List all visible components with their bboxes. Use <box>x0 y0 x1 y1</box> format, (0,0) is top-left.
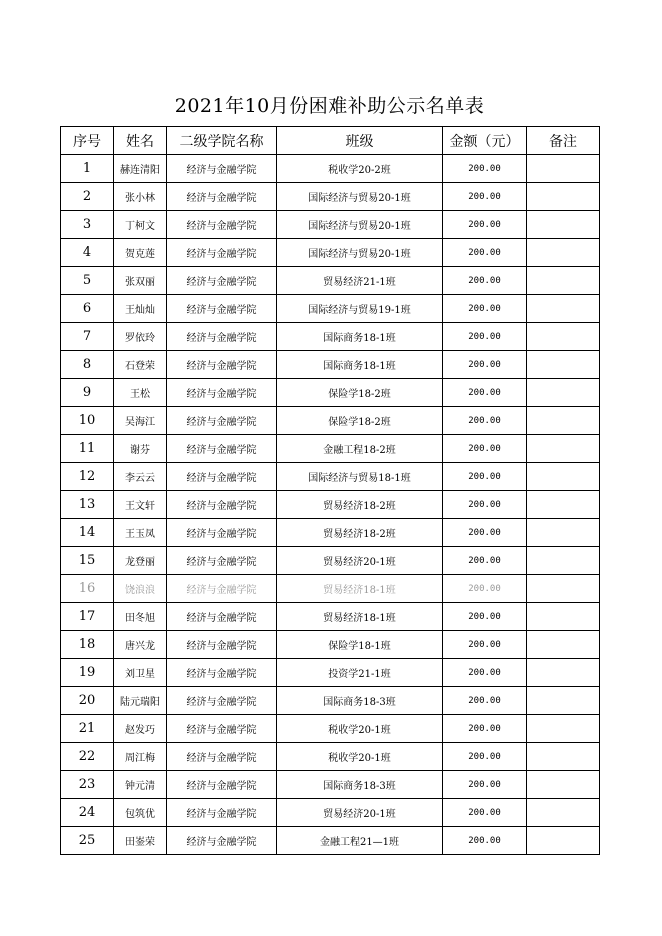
cell-name: 田崟荣 <box>114 827 167 855</box>
cell-name: 赫连清阳 <box>114 155 167 183</box>
cell-no: 23 <box>61 771 114 799</box>
cell-note <box>527 799 600 827</box>
cell-college: 经济与金融学院 <box>167 575 277 603</box>
table-row <box>61 659 600 687</box>
cell-college: 经济与金融学院 <box>167 379 277 407</box>
cell-name: 王文轩 <box>114 491 167 519</box>
cell-amount: 200.00 <box>443 715 527 743</box>
cell-no: 13 <box>61 491 114 519</box>
col-header-class: 班级 <box>277 127 443 155</box>
table-row <box>61 407 600 435</box>
cell-college: 经济与金融学院 <box>167 211 277 239</box>
cell-college: 经济与金融学院 <box>167 295 277 323</box>
cell-name: 丁柯文 <box>114 211 167 239</box>
table-row <box>61 631 600 659</box>
cell-amount: 200.00 <box>443 743 527 771</box>
cell-no: 8 <box>61 351 114 379</box>
table-row <box>61 491 600 519</box>
cell-class: 国际经济与贸易20-1班 <box>277 239 443 267</box>
table-row <box>61 211 600 239</box>
cell-note <box>527 827 600 855</box>
cell-amount: 200.00 <box>443 519 527 547</box>
cell-no: 12 <box>61 463 114 491</box>
table-row <box>61 239 600 267</box>
cell-class: 保险学18-2班 <box>277 379 443 407</box>
cell-college: 经济与金融学院 <box>167 799 277 827</box>
cell-no: 25 <box>61 827 114 855</box>
col-header-note: 备注 <box>527 127 600 155</box>
cell-college: 经济与金融学院 <box>167 659 277 687</box>
cell-note <box>527 603 600 631</box>
cell-note <box>527 435 600 463</box>
cell-amount: 200.00 <box>443 575 527 603</box>
cell-note <box>527 211 600 239</box>
cell-class: 国际商务18-3班 <box>277 687 443 715</box>
cell-college: 经济与金融学院 <box>167 463 277 491</box>
cell-no: 5 <box>61 267 114 295</box>
cell-amount: 200.00 <box>443 379 527 407</box>
cell-no: 22 <box>61 743 114 771</box>
cell-college: 经济与金融学院 <box>167 631 277 659</box>
cell-no: 1 <box>61 155 114 183</box>
cell-college: 经济与金融学院 <box>167 827 277 855</box>
cell-note <box>527 239 600 267</box>
cell-no: 4 <box>61 239 114 267</box>
cell-no: 9 <box>61 379 114 407</box>
cell-name: 龙登丽 <box>114 547 167 575</box>
cell-class: 国际经济与贸易20-1班 <box>277 183 443 211</box>
cell-class: 投资学21-1班 <box>277 659 443 687</box>
cell-name: 田冬旭 <box>114 603 167 631</box>
cell-name: 王松 <box>114 379 167 407</box>
table-row <box>61 687 600 715</box>
cell-college: 经济与金融学院 <box>167 435 277 463</box>
cell-no: 18 <box>61 631 114 659</box>
cell-class: 金融工程21—1班 <box>277 827 443 855</box>
cell-name: 张双丽 <box>114 267 167 295</box>
cell-no: 2 <box>61 183 114 211</box>
cell-amount: 200.00 <box>443 155 527 183</box>
cell-note <box>527 743 600 771</box>
cell-note <box>527 351 600 379</box>
cell-note <box>527 687 600 715</box>
cell-no: 6 <box>61 295 114 323</box>
cell-note <box>527 519 600 547</box>
cell-class: 贸易经济18-1班 <box>277 603 443 631</box>
cell-amount: 200.00 <box>443 491 527 519</box>
cell-no: 15 <box>61 547 114 575</box>
table-row <box>61 379 600 407</box>
cell-no: 16 <box>61 575 114 603</box>
cell-college: 经济与金融学院 <box>167 547 277 575</box>
cell-college: 经济与金融学院 <box>167 715 277 743</box>
cell-class: 税收学20-1班 <box>277 743 443 771</box>
cell-amount: 200.00 <box>443 547 527 575</box>
table-row <box>61 351 600 379</box>
cell-class: 国际商务18-1班 <box>277 323 443 351</box>
cell-class: 税收学20-2班 <box>277 155 443 183</box>
cell-class: 税收学20-1班 <box>277 715 443 743</box>
table-row <box>61 323 600 351</box>
cell-amount: 200.00 <box>443 659 527 687</box>
page-title: 2021年10月份困难补助公示名单表 <box>174 95 485 117</box>
cell-no: 14 <box>61 519 114 547</box>
table-row <box>61 547 600 575</box>
cell-class: 贸易经济20-1班 <box>277 799 443 827</box>
cell-note <box>527 379 600 407</box>
cell-amount: 200.00 <box>443 603 527 631</box>
cell-class: 保险学18-1班 <box>277 631 443 659</box>
cell-no: 24 <box>61 799 114 827</box>
col-header-name: 姓名 <box>114 127 167 155</box>
cell-class: 金融工程18-2班 <box>277 435 443 463</box>
cell-note <box>527 547 600 575</box>
cell-amount: 200.00 <box>443 771 527 799</box>
col-header-amount: 金额（元） <box>443 127 527 155</box>
cell-no: 17 <box>61 603 114 631</box>
table-row <box>61 519 600 547</box>
cell-college: 经济与金融学院 <box>167 743 277 771</box>
cell-name: 谢芬 <box>114 435 167 463</box>
table-row <box>61 743 600 771</box>
cell-name: 石登荣 <box>114 351 167 379</box>
cell-amount: 200.00 <box>443 799 527 827</box>
cell-college: 经济与金融学院 <box>167 407 277 435</box>
cell-name: 陆元瑞阳 <box>114 687 167 715</box>
cell-college: 经济与金融学院 <box>167 771 277 799</box>
cell-no: 7 <box>61 323 114 351</box>
cell-amount: 200.00 <box>443 631 527 659</box>
cell-class: 国际经济与贸易19-1班 <box>277 295 443 323</box>
cell-college: 经济与金融学院 <box>167 155 277 183</box>
cell-amount: 200.00 <box>443 267 527 295</box>
table-row <box>61 827 600 855</box>
cell-college: 经济与金融学院 <box>167 351 277 379</box>
cell-no: 3 <box>61 211 114 239</box>
cell-college: 经济与金融学院 <box>167 239 277 267</box>
table-row <box>61 435 600 463</box>
cell-class: 国际商务18-3班 <box>277 771 443 799</box>
cell-note <box>527 575 600 603</box>
cell-college: 经济与金融学院 <box>167 519 277 547</box>
cell-note <box>527 183 600 211</box>
cell-note <box>527 631 600 659</box>
table-row <box>61 267 600 295</box>
cell-name: 李云云 <box>114 463 167 491</box>
cell-amount: 200.00 <box>443 239 527 267</box>
cell-college: 经济与金融学院 <box>167 323 277 351</box>
table-row <box>61 155 600 183</box>
cell-college: 经济与金融学院 <box>167 267 277 295</box>
table-row <box>61 799 600 827</box>
cell-amount: 200.00 <box>443 295 527 323</box>
cell-note <box>527 323 600 351</box>
cell-name: 王玉凤 <box>114 519 167 547</box>
cell-college: 经济与金融学院 <box>167 183 277 211</box>
cell-no: 10 <box>61 407 114 435</box>
table-row <box>61 715 600 743</box>
table-row <box>61 771 600 799</box>
table-body <box>61 155 600 855</box>
cell-college: 经济与金融学院 <box>167 603 277 631</box>
cell-class: 贸易经济20-1班 <box>277 547 443 575</box>
cell-name: 吴海江 <box>114 407 167 435</box>
cell-class: 贸易经济18-2班 <box>277 519 443 547</box>
table-row <box>61 575 600 603</box>
cell-note <box>527 463 600 491</box>
table-row <box>61 463 600 491</box>
cell-note <box>527 407 600 435</box>
col-header-no: 序号 <box>61 127 114 155</box>
cell-amount: 200.00 <box>443 351 527 379</box>
cell-class: 贸易经济18-1班 <box>277 575 443 603</box>
cell-note <box>527 771 600 799</box>
cell-name: 钟元清 <box>114 771 167 799</box>
cell-class: 国际经济与贸易18-1班 <box>277 463 443 491</box>
cell-no: 11 <box>61 435 114 463</box>
cell-class: 贸易经济18-2班 <box>277 491 443 519</box>
cell-class: 保险学18-2班 <box>277 407 443 435</box>
cell-amount: 200.00 <box>443 323 527 351</box>
cell-name: 刘卫星 <box>114 659 167 687</box>
cell-no: 20 <box>61 687 114 715</box>
cell-name: 周江梅 <box>114 743 167 771</box>
table-row <box>61 295 600 323</box>
cell-amount: 200.00 <box>443 211 527 239</box>
cell-name: 罗依玲 <box>114 323 167 351</box>
cell-amount: 200.00 <box>443 687 527 715</box>
cell-name: 包筑优 <box>114 799 167 827</box>
cell-name: 张小林 <box>114 183 167 211</box>
cell-no: 19 <box>61 659 114 687</box>
cell-college: 经济与金融学院 <box>167 491 277 519</box>
cell-note <box>527 267 600 295</box>
cell-amount: 200.00 <box>443 183 527 211</box>
cell-amount: 200.00 <box>443 435 527 463</box>
cell-amount: 200.00 <box>443 407 527 435</box>
table-row <box>61 603 600 631</box>
table-header-row <box>61 127 600 155</box>
col-header-college: 二级学院名称 <box>167 127 277 155</box>
cell-name: 赵发巧 <box>114 715 167 743</box>
table-row <box>61 183 600 211</box>
cell-name: 贺克莲 <box>114 239 167 267</box>
cell-note <box>527 491 600 519</box>
cell-amount: 200.00 <box>443 463 527 491</box>
cell-amount: 200.00 <box>443 827 527 855</box>
cell-class: 国际商务18-1班 <box>277 351 443 379</box>
cell-name: 饶浪浪 <box>114 575 167 603</box>
cell-note <box>527 295 600 323</box>
cell-note <box>527 659 600 687</box>
cell-class: 贸易经济21-1班 <box>277 267 443 295</box>
cell-no: 21 <box>61 715 114 743</box>
cell-class: 国际经济与贸易20-1班 <box>277 211 443 239</box>
cell-note <box>527 155 600 183</box>
subsidy-table <box>60 126 600 855</box>
cell-name: 王灿灿 <box>114 295 167 323</box>
cell-note <box>527 715 600 743</box>
cell-name: 唐兴龙 <box>114 631 167 659</box>
cell-college: 经济与金融学院 <box>167 687 277 715</box>
